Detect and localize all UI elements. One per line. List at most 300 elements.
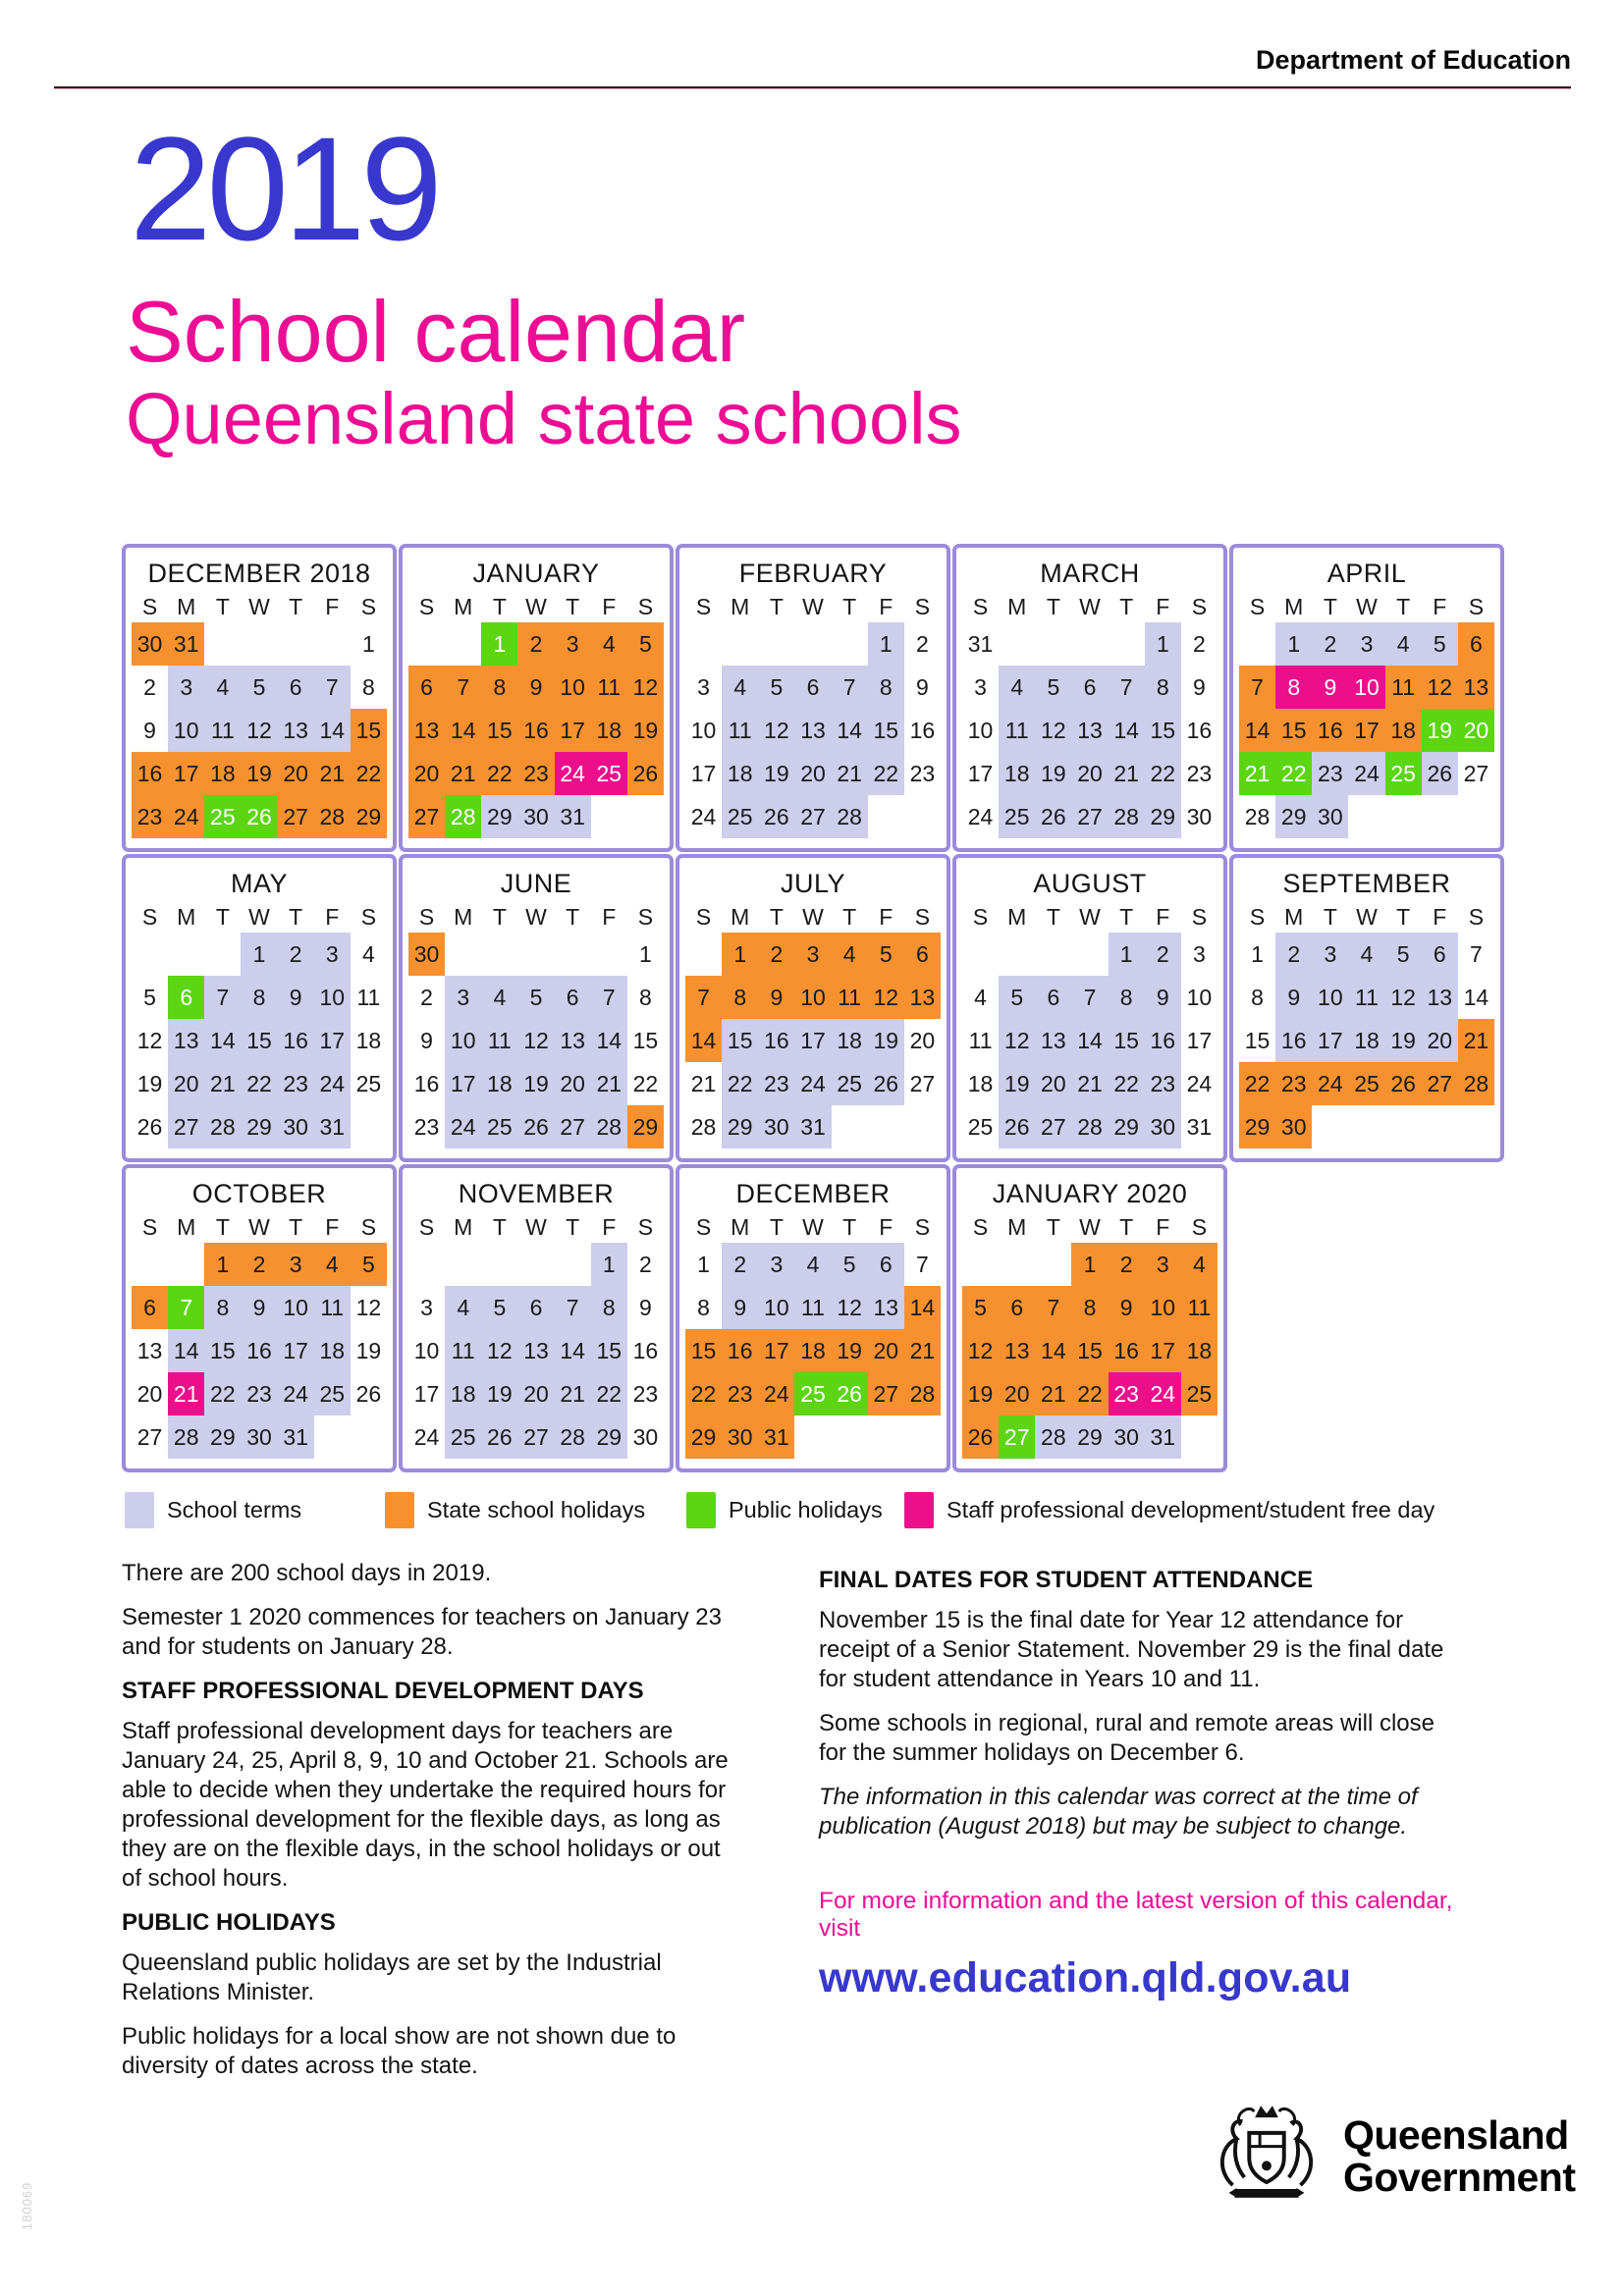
day-of-week-header: [132, 901, 387, 933]
day-cell: 25: [481, 1105, 517, 1148]
day-cell: 10: [278, 1286, 314, 1329]
day-letter: S: [1468, 904, 1485, 930]
day-cell: 13: [278, 709, 314, 752]
day-cell: [445, 622, 481, 666]
date-row: [1239, 666, 1494, 709]
date-row: [132, 795, 387, 838]
day-letter: W: [802, 1214, 824, 1240]
day-cell: [241, 622, 277, 666]
date-row: [962, 1286, 1218, 1329]
date-row: [408, 933, 664, 976]
day-cell: 27: [1071, 795, 1108, 838]
day-cell: 19: [1385, 1019, 1422, 1062]
day-cell: 19: [355, 1337, 382, 1363]
day-cell: 25: [967, 1113, 994, 1140]
day-cell: 22: [204, 1372, 241, 1415]
day-letter: S: [141, 1214, 158, 1240]
day-cell: [204, 622, 241, 666]
day-letter: M: [177, 1214, 196, 1240]
day-cell: 3: [1145, 1243, 1181, 1286]
day-of-week-header: [685, 1211, 941, 1243]
queensland-government-logo: [1204, 2095, 1576, 2218]
day-cell: 1: [1145, 622, 1181, 666]
day-cell: 14: [1071, 1019, 1108, 1062]
date-row: [962, 1243, 1218, 1286]
day-cell: 17: [314, 1019, 351, 1062]
date-row: [962, 752, 1218, 795]
date-row: [962, 666, 1218, 709]
day-cell: 30: [1275, 1105, 1312, 1148]
day-cell: 24: [690, 803, 717, 829]
day-cell: 29: [1071, 1415, 1108, 1459]
day-cell: 26: [355, 1380, 382, 1407]
day-cell: 24: [794, 1062, 831, 1105]
day-letter: T: [1119, 1214, 1134, 1240]
day-letter: S: [914, 904, 931, 930]
day-cell: 22: [685, 1372, 722, 1415]
page-title: School calendar: [126, 283, 746, 380]
legend-label: State school holidays: [427, 1497, 646, 1522]
day-of-week-header: [962, 591, 1218, 622]
day-cell: [1348, 795, 1384, 838]
day-letter: S: [1249, 904, 1266, 930]
day-cell: [204, 933, 241, 976]
day-cell: 26: [481, 1415, 517, 1459]
day-letter: W: [248, 594, 270, 619]
day-cell: 23: [241, 1372, 277, 1415]
day-cell: 17: [278, 1329, 314, 1372]
day-cell: 22: [241, 1062, 277, 1105]
day-cell: 18: [722, 752, 758, 795]
day-cell: 1: [1251, 940, 1264, 967]
day-cell: 3: [1193, 940, 1206, 967]
day-cell: 21: [1458, 1019, 1494, 1062]
day-letter: M: [454, 1214, 473, 1240]
day-cell: 26: [136, 1113, 163, 1140]
day-cell: 3: [794, 933, 831, 976]
day-cell: 6: [1035, 976, 1071, 1019]
day-cell: 4: [445, 1286, 481, 1329]
day-letter: S: [360, 904, 377, 930]
day-cell: 5: [351, 1243, 387, 1286]
day-letter: S: [972, 904, 989, 930]
day-cell: 18: [314, 1329, 351, 1372]
date-row: [408, 752, 664, 795]
day-cell: 10: [413, 1337, 440, 1363]
day-letter: W: [248, 1214, 270, 1240]
day-cell: 17: [967, 760, 994, 786]
date-row: [962, 933, 1218, 976]
day-cell: [1385, 1105, 1422, 1148]
day-cell: 18: [445, 1372, 481, 1415]
day-cell: 21: [832, 752, 868, 795]
day-cell: 30: [722, 1415, 758, 1459]
day-letter: M: [731, 904, 750, 930]
day-cell: 16: [632, 1337, 659, 1363]
day-cell: 4: [832, 933, 868, 976]
month-title: NOVEMBER: [458, 1179, 615, 1208]
day-cell: 2: [1312, 622, 1348, 666]
day-cell: 23: [278, 1062, 314, 1105]
day-cell: 11: [968, 1027, 993, 1053]
day-cell: 6: [794, 666, 831, 709]
day-letter: F: [1433, 904, 1447, 930]
date-row: [685, 1019, 941, 1062]
day-cell: 15: [204, 1329, 241, 1372]
day-cell: 15: [1275, 709, 1312, 752]
day-letter: M: [1007, 904, 1027, 930]
day-cell: 2: [1145, 933, 1181, 976]
day-cell: 23: [1312, 752, 1348, 795]
date-row: [132, 1329, 387, 1372]
day-cell: 7: [685, 976, 722, 1019]
day-cell: 19: [832, 1329, 868, 1372]
day-cell: [132, 933, 168, 976]
date-row: [408, 709, 664, 752]
day-cell: 26: [868, 1062, 904, 1105]
day-cell: 19: [136, 1070, 163, 1096]
day-cell: 26: [1422, 752, 1458, 795]
day-cell: 17: [794, 1019, 831, 1062]
date-row: [132, 1019, 387, 1062]
day-cell: 16: [1186, 717, 1213, 743]
month-title: JANUARY: [472, 559, 600, 588]
day-cell: 29: [1109, 1105, 1145, 1148]
day-cell: 3: [1312, 933, 1348, 976]
day-cell: 7: [445, 666, 481, 709]
note-disclaimer: The information in this calendar was correct at the time of publication (August 2018) but may be subject to change.: [819, 1784, 1418, 1840]
day-cell: 20: [868, 1329, 904, 1372]
day-cell: 2: [722, 1243, 758, 1286]
day-cell: 28: [904, 1372, 941, 1415]
day-cell: 6: [168, 976, 204, 1019]
day-cell: 11: [204, 709, 241, 752]
day-cell: 5: [1385, 933, 1422, 976]
day-cell: 18: [794, 1329, 831, 1372]
day-cell: 14: [555, 1329, 591, 1372]
day-cell: 28: [1244, 803, 1271, 829]
day-cell: [517, 933, 554, 976]
day-cell: [408, 622, 445, 666]
day-cell: 14: [445, 709, 481, 752]
day-cell: 29: [1275, 795, 1312, 838]
day-cell: 6: [1458, 622, 1494, 666]
day-cell: [832, 622, 868, 666]
day-cell: 11: [356, 984, 381, 1010]
day-letter: S: [914, 1214, 931, 1240]
day-cell: 20: [794, 752, 831, 795]
month-september: [1229, 854, 1504, 1162]
day-cell: 28: [591, 1105, 627, 1148]
day-cell: 2: [241, 1243, 277, 1286]
date-row: [132, 666, 387, 709]
day-cell: 5: [241, 666, 277, 709]
day-cell: [1458, 1105, 1494, 1148]
day-cell: 30: [1145, 1105, 1181, 1148]
day-cell: 12: [241, 709, 277, 752]
date-row: [685, 622, 941, 666]
day-letter: S: [418, 904, 435, 930]
day-cell: 10: [1348, 666, 1384, 709]
month-july: [676, 854, 950, 1162]
day-letter: T: [1046, 594, 1060, 619]
day-letter: W: [1079, 1214, 1101, 1240]
day-letter: F: [325, 594, 340, 619]
day-cell: [1312, 1105, 1348, 1148]
day-cell: 10: [168, 709, 204, 752]
day-cell: 20: [1422, 1019, 1458, 1062]
day-cell: 8: [362, 673, 375, 700]
day-cell: 18: [999, 752, 1035, 795]
day-letter: F: [325, 1214, 340, 1240]
day-cell: 24: [413, 1423, 440, 1450]
day-cell: 12: [832, 1286, 868, 1329]
date-row: [962, 795, 1218, 838]
day-cell: 7: [204, 976, 241, 1019]
day-cell: 7: [1239, 666, 1275, 709]
day-cell: 13: [408, 709, 445, 752]
day-cell: 22: [632, 1070, 659, 1096]
day-cell: 26: [241, 795, 277, 838]
day-cell: [685, 933, 722, 976]
day-cell: 26: [1035, 795, 1071, 838]
day-cell: 3: [697, 673, 710, 700]
day-cell: 9: [278, 976, 314, 1019]
day-cell: 3: [758, 1243, 794, 1286]
day-cell: 24: [555, 752, 591, 795]
day-cell: 24: [278, 1372, 314, 1415]
day-letter: F: [1156, 1214, 1170, 1240]
day-cell: 23: [517, 752, 554, 795]
day-cell: 1: [481, 622, 517, 666]
day-cell: 30: [1186, 803, 1213, 829]
note-school-days: There are 200 school days in 2019.: [122, 1560, 492, 1586]
day-cell: 7: [1470, 940, 1483, 967]
day-cell: 6: [999, 1286, 1035, 1329]
day-cell: 6: [1422, 933, 1458, 976]
day-cell: 15: [1109, 1019, 1145, 1062]
day-cell: 23: [1145, 1062, 1181, 1105]
day-cell: [904, 1105, 941, 1148]
day-cell: 11: [481, 1019, 517, 1062]
day-cell: [555, 1243, 591, 1286]
day-cell: 27: [278, 795, 314, 838]
day-of-week-header: [132, 1211, 387, 1243]
day-cell: 13: [136, 1337, 163, 1363]
day-cell: 18: [832, 1019, 868, 1062]
day-cell: 2: [639, 1251, 652, 1277]
day-cell: 5: [517, 976, 554, 1019]
day-cell: 20: [1035, 1062, 1071, 1105]
day-cell: 21: [1071, 1062, 1108, 1105]
day-cell: 24: [1145, 1372, 1181, 1415]
day-cell: [868, 1105, 904, 1148]
education-website-link[interactable]: www.education.qld.gov.au: [819, 1954, 1352, 2002]
day-cell: 28: [445, 795, 481, 838]
day-cell: 20: [555, 1062, 591, 1105]
day-cell: 21: [445, 752, 481, 795]
day-cell: 21: [204, 1062, 241, 1105]
day-cell: 27: [868, 1372, 904, 1415]
date-row: [132, 976, 387, 1019]
day-letter: T: [289, 594, 303, 619]
day-letter: F: [879, 1214, 893, 1240]
day-cell: [1071, 933, 1108, 976]
day-cell: [1181, 1415, 1218, 1459]
day-letter: T: [215, 904, 230, 930]
day-cell: 27: [1463, 760, 1489, 786]
day-cell: 27: [794, 795, 831, 838]
month-october: [122, 1164, 397, 1472]
day-cell: 14: [1035, 1329, 1071, 1372]
notes-right-column: [819, 1559, 1459, 2002]
legend-item-staff-pd: [904, 1492, 1435, 1528]
day-cell: 17: [1312, 1019, 1348, 1062]
day-cell: 9: [916, 673, 929, 700]
day-cell: 25: [1348, 1062, 1384, 1105]
day-cell: [481, 1243, 517, 1286]
day-cell: [1035, 1243, 1071, 1286]
day-cell: 15: [241, 1019, 277, 1062]
day-cell: 18: [1348, 1019, 1384, 1062]
day-cell: 29: [1239, 1105, 1275, 1148]
date-row: [408, 1105, 664, 1148]
day-cell: 4: [1385, 622, 1422, 666]
date-row: [685, 1105, 941, 1148]
day-letter: S: [972, 594, 989, 619]
day-cell: 2: [916, 630, 929, 657]
day-cell: 21: [1035, 1372, 1071, 1415]
date-row: [408, 1415, 664, 1459]
day-cell: 5: [1035, 666, 1071, 709]
day-cell: 7: [1035, 1286, 1071, 1329]
day-letter: S: [914, 594, 931, 619]
day-cell: 8: [722, 976, 758, 1019]
date-row: [685, 795, 941, 838]
day-letter: S: [637, 904, 654, 930]
date-row: [685, 752, 941, 795]
day-cell: 31: [1145, 1415, 1181, 1459]
day-cell: 6: [408, 666, 445, 709]
date-row: [685, 709, 941, 752]
gov-logo-text: [1343, 2114, 1576, 2199]
day-letter: T: [1119, 594, 1134, 619]
day-cell: 10: [445, 1019, 481, 1062]
day-cell: 15: [1071, 1329, 1108, 1372]
date-row: [408, 1019, 664, 1062]
day-cell: 12: [355, 1294, 382, 1320]
day-cell: 25: [999, 795, 1035, 838]
day-cell: 29: [627, 1105, 664, 1148]
day-cell: 8: [697, 1294, 710, 1320]
day-cell: 12: [627, 666, 664, 709]
day-cell: [794, 622, 831, 666]
day-letter: F: [325, 904, 340, 930]
day-cell: 18: [967, 1070, 994, 1096]
day-cell: 29: [351, 795, 387, 838]
day-cell: 22: [481, 752, 517, 795]
date-row: [962, 1019, 1218, 1062]
day-letter: T: [566, 594, 580, 619]
day-cell: 22: [1109, 1062, 1145, 1105]
day-cell: 8: [868, 666, 904, 709]
day-cell: 8: [639, 984, 652, 1010]
day-cell: 5: [758, 666, 794, 709]
day-cell: [278, 622, 314, 666]
day-letter: F: [602, 1214, 617, 1240]
day-cell: 14: [1109, 709, 1145, 752]
day-cell: 1: [241, 933, 277, 976]
day-cell: 14: [685, 1019, 722, 1062]
day-cell: 4: [999, 666, 1035, 709]
day-cell: 25: [445, 1415, 481, 1459]
day-cell: 21: [591, 1062, 627, 1105]
day-cell: [1385, 795, 1422, 838]
day-letter: W: [525, 594, 547, 619]
day-cell: 9: [1275, 976, 1312, 1019]
day-of-week-header: [1239, 901, 1494, 933]
day-letter: W: [525, 904, 547, 930]
day-cell: 13: [794, 709, 831, 752]
day-letter: S: [418, 594, 435, 619]
queensland-crest-icon: [1204, 2095, 1329, 2218]
day-cell: 5: [999, 976, 1035, 1019]
day-cell: 5: [143, 984, 156, 1010]
day-cell: 15: [632, 1027, 659, 1053]
day-cell: [962, 933, 999, 976]
day-cell: 13: [517, 1329, 554, 1372]
day-cell: [1071, 622, 1108, 666]
day-cell: [962, 1243, 999, 1286]
day-cell: 10: [967, 717, 994, 743]
day-cell: 29: [241, 1105, 277, 1148]
day-cell: 21: [314, 752, 351, 795]
day-cell: 29: [685, 1415, 722, 1459]
day-cell: 24: [967, 803, 994, 829]
public-holidays-swatch: [686, 1492, 716, 1528]
day-letter: T: [842, 1214, 857, 1240]
day-cell: 26: [832, 1372, 868, 1415]
day-cell: 1: [1109, 933, 1145, 976]
day-cell: 28: [168, 1415, 204, 1459]
day-letter: T: [492, 904, 507, 930]
day-cell: 24: [314, 1062, 351, 1105]
day-cell: 16: [1145, 1019, 1181, 1062]
day-cell: [1422, 1105, 1458, 1148]
day-cell: 27: [1035, 1105, 1071, 1148]
day-cell: 12: [517, 1019, 554, 1062]
day-letter: T: [289, 1214, 303, 1240]
day-letter: T: [769, 904, 784, 930]
legend-label: Public holidays: [729, 1497, 883, 1522]
day-cell: 1: [362, 630, 375, 657]
day-cell: 10: [1186, 984, 1213, 1010]
day-cell: [555, 933, 591, 976]
month-december-2018: [122, 544, 397, 852]
day-cell: 16: [132, 752, 168, 795]
day-cell: 28: [1109, 795, 1145, 838]
day-cell: 21: [1109, 752, 1145, 795]
day-cell: 21: [168, 1372, 204, 1415]
day-cell: 1: [722, 933, 758, 976]
day-cell: 8: [1251, 984, 1264, 1010]
heading-staff-pd-days: STAFF PROFESSIONAL DEVELOPMENT DAYS: [122, 1678, 644, 1704]
day-cell: 2: [278, 933, 314, 976]
day-letter: T: [769, 594, 784, 619]
day-cell: 11: [445, 1329, 481, 1372]
heading-public-holidays: PUBLIC HOLIDAYS: [122, 1909, 336, 1936]
day-letter: S: [1191, 904, 1208, 930]
